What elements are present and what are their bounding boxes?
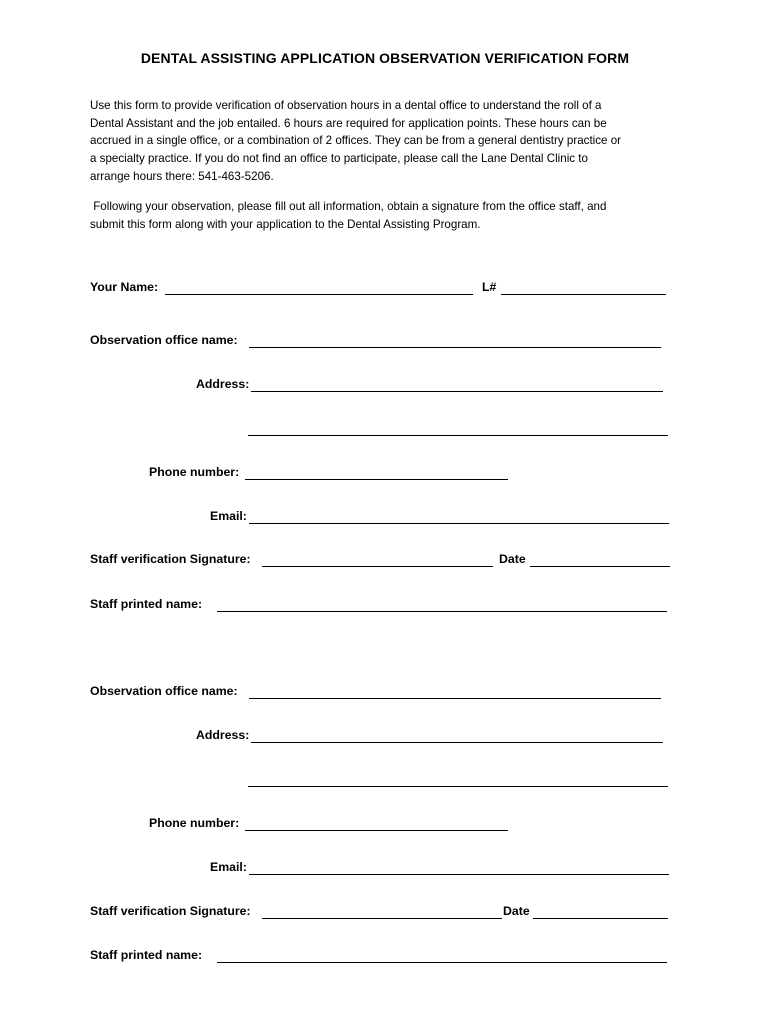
form-title: DENTAL ASSISTING APPLICATION OBSERVATION VERIFICATION FORM	[140, 50, 630, 66]
office1-address-label: Address:	[196, 377, 250, 391]
office2-signature-field[interactable]	[262, 918, 502, 919]
office1-email-field[interactable]	[249, 523, 669, 524]
office2-phone-label: Phone number:	[149, 816, 240, 830]
office2-printed-name-label: Staff printed name:	[90, 948, 203, 962]
office2-signature-label: Staff verification Signature:	[90, 904, 251, 918]
office1-address-line2-field[interactable]	[248, 435, 668, 436]
office2-name-label: Observation office name:	[90, 684, 238, 698]
office2-printed-name-field[interactable]	[217, 962, 667, 963]
office1-phone-field[interactable]	[245, 479, 508, 480]
office2-name-field[interactable]	[249, 698, 661, 699]
office2-address-line2-field[interactable]	[248, 786, 668, 787]
office2-phone-field[interactable]	[245, 830, 508, 831]
office1-name-label: Observation office name:	[90, 333, 238, 347]
intro-line: arrange hours there: 541-463-5206.	[90, 169, 274, 183]
l-number-label: L#	[482, 280, 497, 294]
intro-paragraph	[90, 97, 690, 186]
office2-email-label: Email:	[210, 860, 247, 874]
your-name-field[interactable]	[165, 294, 473, 295]
office1-signature-label: Staff verification Signature:	[90, 552, 251, 566]
instructions-paragraph	[90, 198, 690, 233]
office2-email-field[interactable]	[249, 874, 669, 875]
office1-printed-name-label: Staff printed name:	[90, 597, 203, 611]
office1-email-label: Email:	[210, 509, 247, 523]
intro-line: accrued in a single office, or a combination of 2 offices. They can be from a general dentistry practice or	[90, 134, 622, 148]
instructions-line: Following your observation, please fill out all information, obtain a signature from the office staff, and	[90, 200, 607, 213]
office2-address-field[interactable]	[251, 742, 663, 743]
office1-printed-name-field[interactable]	[217, 611, 667, 612]
office2-date-label: Date	[503, 904, 530, 918]
office1-address-field[interactable]	[251, 391, 663, 392]
office1-date-field[interactable]	[530, 566, 670, 567]
intro-line: Dental Assistant and the job entailed. 6 hours are required for application points. These hours can be	[90, 116, 607, 130]
office1-name-field[interactable]	[249, 347, 661, 348]
office1-signature-field[interactable]	[262, 566, 493, 567]
office1-date-label: Date	[499, 552, 526, 566]
instructions-line: submit this form along with your application to the Dental Assisting Program.	[90, 217, 481, 231]
l-number-field[interactable]	[501, 294, 666, 295]
your-name-label: Your Name:	[90, 280, 159, 294]
intro-line: a specialty practice. If you do not find an office to participate, please call the Lane Dental Clinic to	[90, 152, 588, 166]
office2-date-field[interactable]	[533, 918, 668, 919]
office2-address-label: Address:	[196, 728, 250, 742]
intro-line: Use this form to provide verification of observation hours in a dental office to understand the roll of a	[90, 99, 602, 112]
office1-phone-label: Phone number:	[149, 465, 240, 479]
